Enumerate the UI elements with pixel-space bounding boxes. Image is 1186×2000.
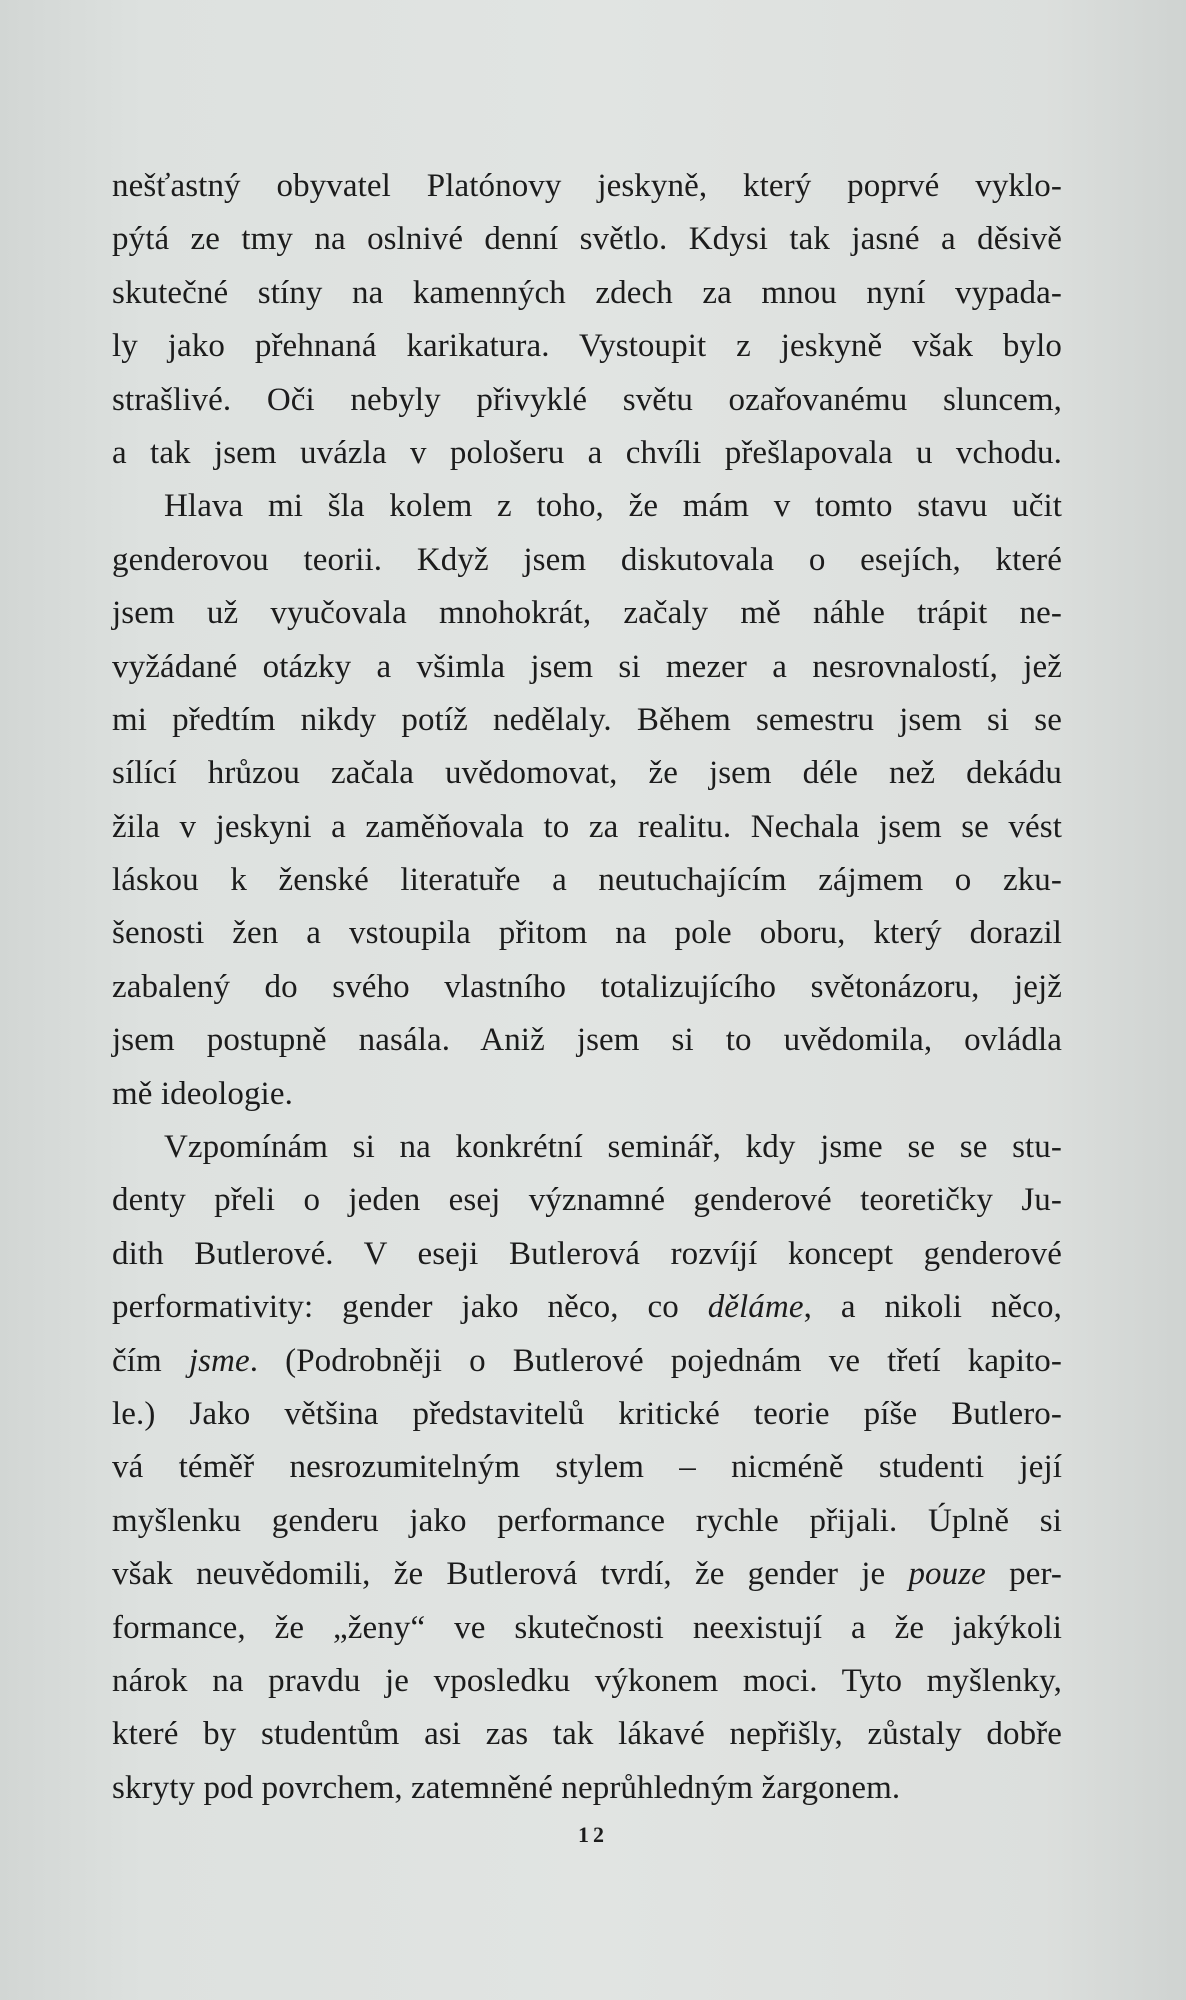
text-line: mě ideologie. [112,1075,293,1112]
text-line: nešťastný obyvatel Platónovy jeskyně, který poprvé vyklo- [112,168,1062,204]
text-line: dith Butlerové. V eseji Butlerová rozvíjí koncept genderové [112,1235,1062,1272]
text-line: jsem už vyučovala mnohokrát, začaly mě náhle trápit ne- [112,595,1062,632]
text-line: pýtá ze tmy na oslnivé denní světlo. Kdysi tak jasné a děsivě [112,221,1062,258]
text-line [112,1548,1062,1601]
text-line: šenosti žen a vstoupila přitom na pole oboru, který dorazil [112,915,1062,952]
text-line [112,1335,1062,1388]
text-line: vyžádané otázky a všimla jsem si mezer a nesrovnalostí, jež [112,648,1062,685]
text-line: sílící hrůzou začala uvědomovat, že jsem déle než dekádu [112,755,1062,792]
text-line: nárok na pravdu je vposledku výkonem moci. Tyto myšlenky, [112,1662,1062,1699]
text-line: genderovou teorii. Když jsem diskutovala o esejích, které [112,541,1062,578]
text-line [112,1281,1062,1334]
text-line: skryty pod povrchem, zatemněné neprůhledným žargonem. [112,1769,901,1806]
text-line: formance, že „ženy“ ve skutečnosti neexistují a že jakýkoli [112,1609,1062,1646]
text-run: . (Podrobněji o Butlerové pojednám ve třetí kapito- [249,1342,1062,1379]
text-line: a tak jsem uvázla v pološeru a chvíli přešlapovala u vchodu. [112,434,1062,471]
text-line: které by studentům asi zas tak lákavé nepřišly, zůstaly dobře [112,1716,1062,1753]
text-line: žila v jeskyni a zaměňovala to za realitu. Nechala jsem se vést [112,808,1062,845]
text-run: per- [985,1556,1062,1593]
text-run: čím [112,1342,189,1379]
text-run: , a nikoli něco, [803,1289,1062,1326]
page-number: 12 [578,1822,608,1847]
text-line: vá téměř nesrozumitelným stylem – nicméně studenti její [112,1449,1062,1486]
text-line: le.) Jako většina představitelů kritické teorie píše Butlero- [112,1395,1062,1432]
emphasis-text: jsme [188,1342,250,1379]
text-line: strašlivé. Oči nebyly přivyklé světu ozařovanému sluncem, [112,381,1062,418]
text-line: myšlenku genderu jako performance rychle přijali. Úplně si [112,1502,1062,1539]
text-run: však neuvědomili, že Butlerová tvrdí, že gender je [112,1556,909,1593]
text-line: ly jako přehnaná karikatura. Vystoupit z jeskyně však bylo [112,328,1062,365]
emphasis-text: pouze [908,1556,986,1593]
text-line: Hlava mi šla kolem z toho, že mám v tomto stavu učit [164,488,1062,525]
text-line: láskou k ženské literatuře a neutuchajícím zájmem o zku- [112,862,1062,899]
text-line: jsem postupně nasála. Aniž jsem si to uvědomila, ovládla [112,1022,1062,1059]
text-line: Vzpomínám si na konkrétní seminář, kdy jsme se se stu- [164,1129,1062,1166]
text-line: zabalený do svého vlastního totalizujícího světonázoru, jejž [112,968,1062,1005]
text-line: denty přeli o jeden esej významné genderové teoretičky Ju- [112,1182,1062,1219]
emphasis-text: děláme [707,1289,804,1326]
text-line: skutečné stíny na kamenných zdech za mnou nyní vypada- [112,274,1062,311]
text-line: mi předtím nikdy potíž nedělaly. Během semestru jsem si se [112,701,1062,738]
body-text [112,160,1062,1815]
text-run: performativity: gender jako něco, co [112,1289,708,1326]
